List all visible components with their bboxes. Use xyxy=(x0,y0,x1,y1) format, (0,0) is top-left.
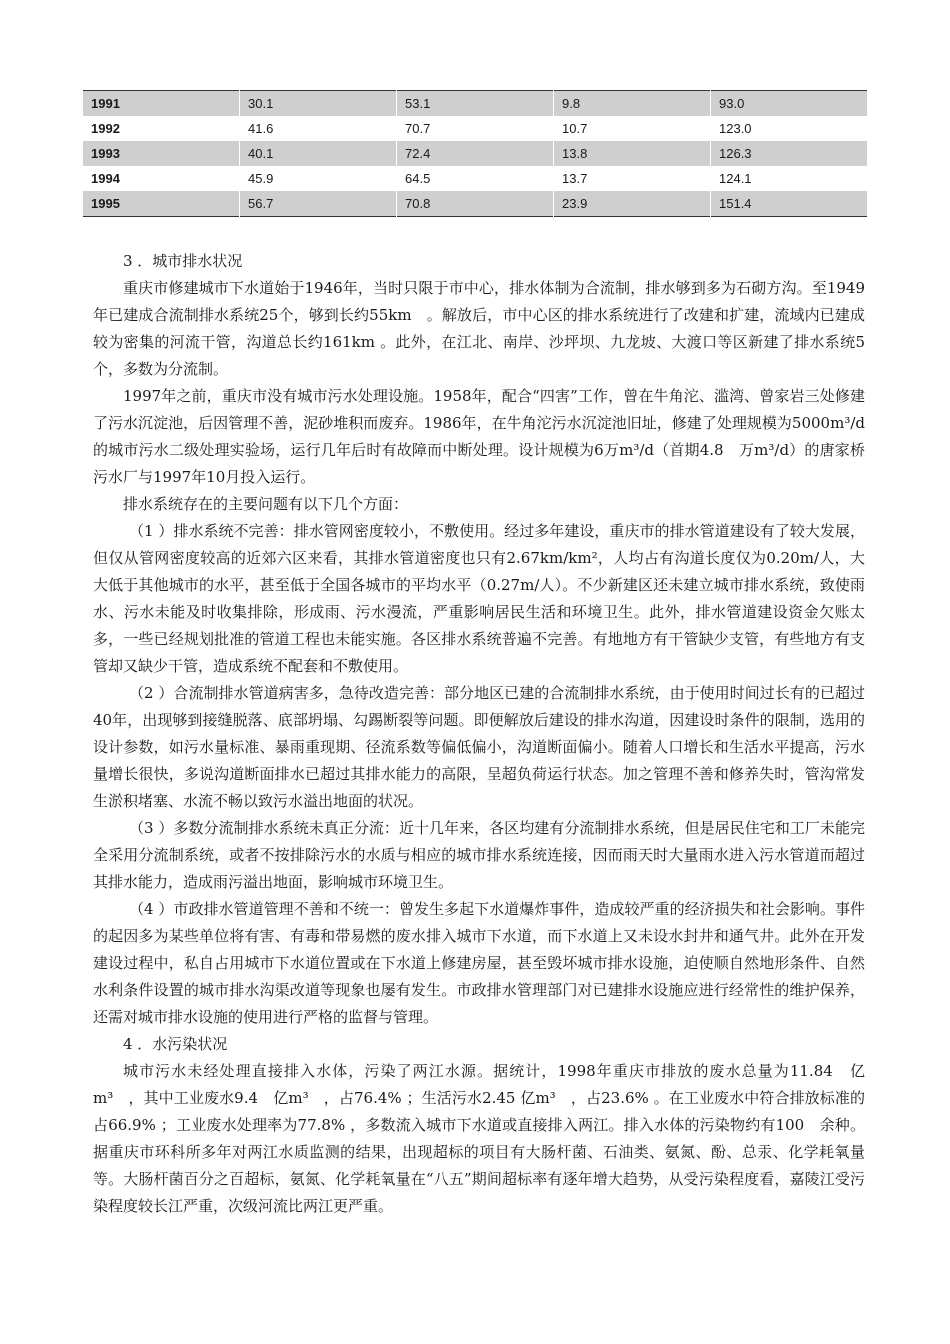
table-cell: 10.7 xyxy=(554,116,711,141)
problem-item-2: （2 ）合流制排水管道病害多，急待改造完善：部分地区已建的合流制排水系统，由于使用时间过长有的已超过40年，出现够到接缝脱落、底部坍塌、勾踢断裂等问题。即便解放后建设的排水沟道，因建设时条件的限制，选用的设计参数，如污水量标准、暴雨重现期、径流系数等偏低偏小，沟道断面偏小。随着人口增长和生活水平提高，污水量增长很快，多说沟道断面排水已超过其排水能力的高限，呈超负荷运行状态。加之管理不善和修养失时，管沟常发生淤积堵塞、水流不畅以致污水溢出地面的状况。 xyxy=(93,684,865,810)
table-row xyxy=(83,191,868,217)
section-3-paragraph-3: 排水系统存在的主要问题有以下几个方面： xyxy=(123,495,409,513)
table-cell: 56.7 xyxy=(240,191,397,217)
table-cell-year: 1994 xyxy=(83,166,240,191)
table-cell: 123.0 xyxy=(711,116,868,141)
table-cell: 64.5 xyxy=(397,166,554,191)
table-cell: 13.8 xyxy=(554,141,711,166)
table-row xyxy=(83,116,868,141)
table-cell: 9.8 xyxy=(554,91,711,117)
table-cell: 124.1 xyxy=(711,166,868,191)
table-cell: 23.9 xyxy=(554,191,711,217)
data-table xyxy=(82,90,868,217)
table-cell: 70.7 xyxy=(397,116,554,141)
problem-item-1: （1 ）排水系统不完善：排水管网密度较小，不敷使用。经过多年建设，重庆市的排水管道建设有了较大发展，但仅从管网密度较高的近郊六区来看，其排水管道密度也只有2.67km/km²，人均占有沟道长度仅为0.20m/人，大大低于其他城市的水平，甚至低于全国各城市的平均水平（0.27m/人）。不少新建区还未建立城市排水系统，致使雨水、污水未能及时收集排除，形成雨、污水漫流，严重影响居民生活和环境卫生。此外，排水管道建设资金欠账太多，一些已经规划批准的管道工程也未能实施。各区排水系统普遍不完善。有地地方有干管缺少支管，有些地方有支管却又缺少干管，造成系统不配套和不敷使用。 xyxy=(93,522,865,675)
table-row xyxy=(83,166,868,191)
table-cell: 72.4 xyxy=(397,141,554,166)
table-cell: 13.7 xyxy=(554,166,711,191)
section-3-heading: 3 ．城市排水状况 xyxy=(123,252,243,270)
section-4-heading: 4 ．水污染状况 xyxy=(123,1035,228,1053)
table-cell: 151.4 xyxy=(711,191,868,217)
table-cell: 70.8 xyxy=(397,191,554,217)
section-3-paragraph-2: 1997年之前，重庆市没有城市污水处理设施。1958年，配合“四害”工作，曾在牛角沱、滥湾、曾家岩三处修建了污水沉淀池，后因管理不善，泥砂堆积而废弃。1986年，在牛角沱污水沉淀池旧址，修建了处理规模为5000m³/d的城市污水二级处理实验场，运行几年后时有故障而中断处理。设计规模为6万m³/d（首期4.8 万m³/d）的唐家桥污水厂与1997年10月投入运行。 xyxy=(93,387,865,486)
problem-item-3: （3 ）多数分流制排水系统未真正分流：近十几年来，各区均建有分流制排水系统，但是居民住宅和工厂未能完全采用分流制系统，或者不按排除污水的水质与相应的城市排水系统连接，因而雨天时大量雨水进入污水管道而超过其排水能力，造成雨污溢出地面，影响城市环境卫生。 xyxy=(93,819,865,891)
section-4-paragraph-1: 城市污水未经处理直接排入水体，污染了两江水源。据统计，1998年重庆市排放的废水总量为11.84 亿m³ ，其中工业废水9.4 亿m³ ，占76.4% ；生活污水2.45 亿m³ ，占23.6% 。在工业废水中符合排放标准的占66.9% ；工业废水处理率为77.8% ，多数流入城市下水道或直接排入两江。排入水体的污染物约有100 余种。据重庆市环科所多年对两江水质监测的结果，出现超标的项目有大肠杆菌、石油类、氨氮、酚、总汞、化学耗氧量等。大肠杆菌百分之百超标，氨氮、化学耗氧量在“八五”期间超标率有逐年增大趋势，从受污染程度看，嘉陵江受污染程度较长江严重，次级河流比两江更严重。 xyxy=(93,1062,865,1215)
table-cell: 53.1 xyxy=(397,91,554,117)
table-row xyxy=(83,141,868,166)
data-table-container xyxy=(82,90,868,217)
table-cell-year: 1995 xyxy=(83,191,240,217)
table-row xyxy=(83,91,868,117)
table-cell: 93.0 xyxy=(711,91,868,117)
table-cell: 40.1 xyxy=(240,141,397,166)
table-cell: 126.3 xyxy=(711,141,868,166)
table-cell-year: 1993 xyxy=(83,141,240,166)
problem-item-4: （4 ）市政排水管道管理不善和不统一：曾发生多起下水道爆炸事件，造成较严重的经济损失和社会影响。事件的起因多为某些单位将有害、有毒和带易燃的废水排入城市下水道，而下水道上又未设水封井和通气井。此外在开发建设过程中，私自占用城市下水道位置或在下水道上修建房屋，甚至毁坏城市排水设施，迫使顺自然地形条件、自然水利条件设置的城市排水沟渠改道等现象也屡有发生。市政排水管理部门对已建排水设施应进行经常性的维护保养，还需对城市排水设施的使用进行严格的监督与管理。 xyxy=(93,900,865,1026)
table-cell: 45.9 xyxy=(240,166,397,191)
table-cell: 41.6 xyxy=(240,116,397,141)
table-cell: 30.1 xyxy=(240,91,397,117)
table-cell-year: 1991 xyxy=(83,91,240,117)
table-cell-year: 1992 xyxy=(83,116,240,141)
document-body xyxy=(93,248,881,1220)
section-3-paragraph-1: 重庆市修建城市下水道始于1946年，当时只限于市中心，排水体制为合流制，排水够到多为石砌方沟。至1949年已建成合流制排水系统25个，够到长约55km 。解放后，市中心区的排水系统进行了改建和扩建，流域内已建成较为密集的河流干管，沟道总长约161km 。此外，在江北、南岸、沙坪坝、九龙坡、大渡口等区新建了排水系统5 个，多数为分流制。 xyxy=(93,279,881,378)
